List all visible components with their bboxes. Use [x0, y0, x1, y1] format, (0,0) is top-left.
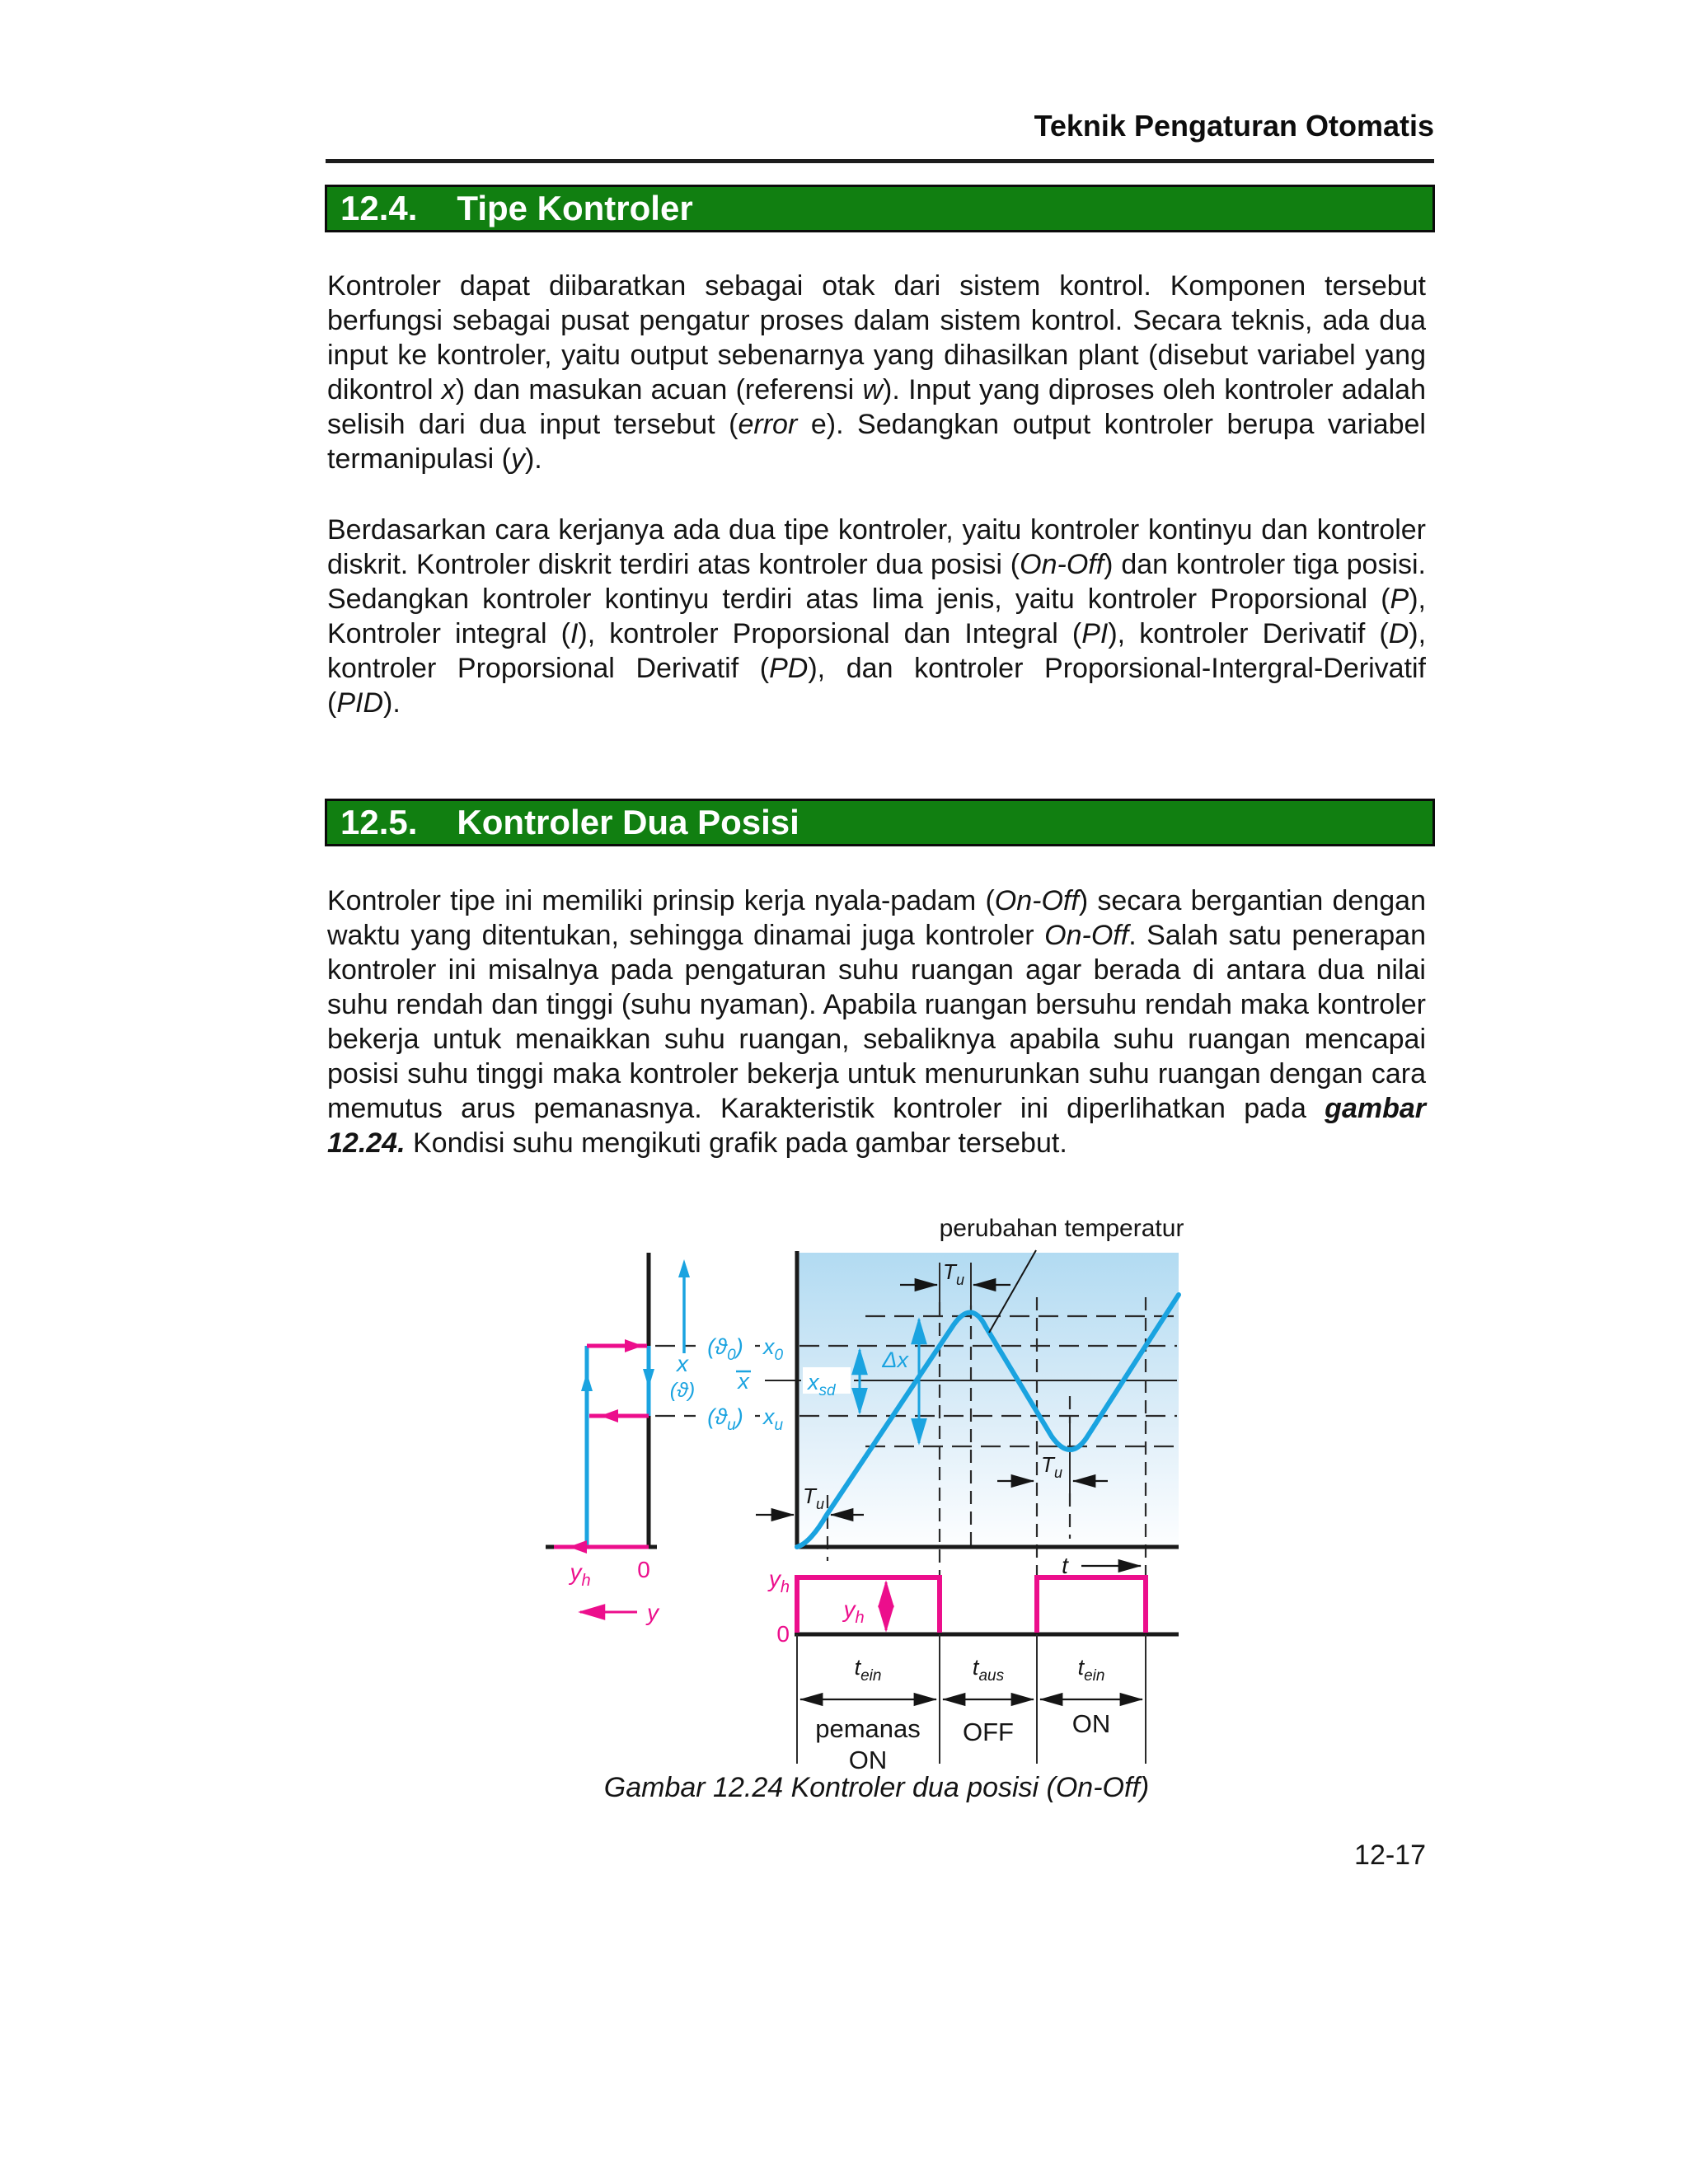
page-number: 12-17 [1354, 1840, 1426, 1871]
label-tu-top: $T_u$ [943, 1259, 964, 1288]
hysteresis-loop [554, 1339, 654, 1554]
label-pemanas: pemanas [815, 1714, 921, 1743]
section-title: Tipe Kontroler [457, 189, 693, 227]
label-theta0: $(ϑ_0)$ [707, 1334, 743, 1364]
label-t-ein-2: $t_{ein}$ [1077, 1655, 1105, 1685]
label-t-ein-1: $t_{ein}$ [854, 1655, 882, 1685]
label-tu-trough: $T_u$ [1041, 1452, 1062, 1481]
paragraph-controller-intro: Kontroler dapat diibaratkan sebagai otak dari sistem kontrol. Komponen tersebut berfungsi sebagai pusat pengatur proses dalam sistem kontrol. Secara teknis, ada dua input ke kontroler, yaitu output sebenarnya yang dihasilkan plant (disebut variabel yang dikontrol x) dan masukan acuan (referensi w). Input yang diproses oleh kontroler adalah selisih dari dua input tersebut (error e). Sedangkan output kontroler berupa variabel termanipulasi (y). [327, 270, 1426, 475]
figure-caption: Gambar 12.24 Kontroler dua posisi (On-Off) [603, 1772, 1150, 1803]
page-header-title: Teknik Pengaturan Otomatis [1034, 109, 1434, 143]
label-x0: $x_0$ [762, 1334, 784, 1364]
label-theta: (ϑ) [669, 1379, 696, 1402]
two-position-controller-diagram [528, 1205, 1203, 1774]
paragraph-controller-types: Berdasarkan cara kerjanya ada dua tipe kontroler, yaitu kontroler kontinyu dan kontroler diskrit. Kontroler diskrit terdiri atas kontroler dua posisi (On-Off) dan kontroler tiga posisi. Sedangkan kontroler kontinyu terdiri atas lima jenis, yaitu kontroler Proporsional (P), Kontroler integral (I), kontroler Proporsional dan Integral (PI), kontroler Derivatif (D), kontroler Proporsional Derivatif (PD), dan kontroler Proporsional-Intergral-Derivatif (PID). [327, 514, 1427, 719]
paragraph-two-position: Kontroler tipe ini memiliki prinsip kerja nyala-padam (On-Off) secara bergantian dengan waktu yang ditentukan, sehingga dinamai juga kontroler On-Off. Salah satu penerapan kontroler ini misalnya pada pengaturan suhu ruangan agar berada di antara dua nilai suhu rendah dan tinggi (suhu nyaman). Apabila ruangan bersuhu rendah maka kontroler bekerja untuk menaikkan suhu ruangan, sebaliknya apabila suhu ruangan mencapai posisi suhu tinggi maka kontroler bekerja untuk menurunkan suhu ruangan dengan cara memutus arus pemanasnya. Karakteristik kontroler ini diperlihatkan pada gambar 12.24. Kondisi suhu mengikuti grafik pada gambar tersebut. [327, 885, 1427, 1159]
label-x: x [677, 1351, 688, 1376]
label-on-2: ON [1071, 1709, 1111, 1738]
label-zero-left-diagram: 0 [637, 1557, 650, 1582]
section-title: Kontroler Dua Posisi [457, 803, 799, 841]
label-tu-origin: $T_u$ [803, 1483, 824, 1512]
label-thetau: $(ϑ_u)$ [707, 1404, 743, 1434]
label-xu: $x_u$ [762, 1404, 784, 1434]
response-plot-background [797, 1253, 1179, 1547]
header-rule [326, 159, 1434, 163]
x-axis-arrow [678, 1259, 690, 1353]
label-zero-wave: 0 [776, 1621, 790, 1647]
section-heading-12-4 [325, 185, 1435, 232]
label-on-1: ON [848, 1746, 888, 1774]
label-t-aus: $t_{aus}$ [972, 1655, 1005, 1685]
section-heading-12-5 [325, 799, 1435, 846]
annotation-perubahan-temperatur: perubahan temperatur [939, 1215, 1184, 1242]
label-yh-left-diagram: $y_h$ [570, 1559, 591, 1590]
section-number: 12.4. [340, 189, 418, 227]
label-xbar: x [738, 1369, 749, 1394]
label-delta-x: Δx [882, 1347, 908, 1372]
label-xsd: $x_{sd}$ [808, 1370, 836, 1399]
label-t: t [1062, 1553, 1068, 1578]
label-yh-pulse: $y_h$ [843, 1596, 865, 1627]
label-yh-wave: $y_h$ [768, 1566, 790, 1596]
label-y: y [647, 1600, 659, 1625]
figure-12-24 [528, 1205, 1203, 1774]
label-off: OFF [963, 1718, 1014, 1746]
section-number: 12.5. [340, 803, 418, 841]
